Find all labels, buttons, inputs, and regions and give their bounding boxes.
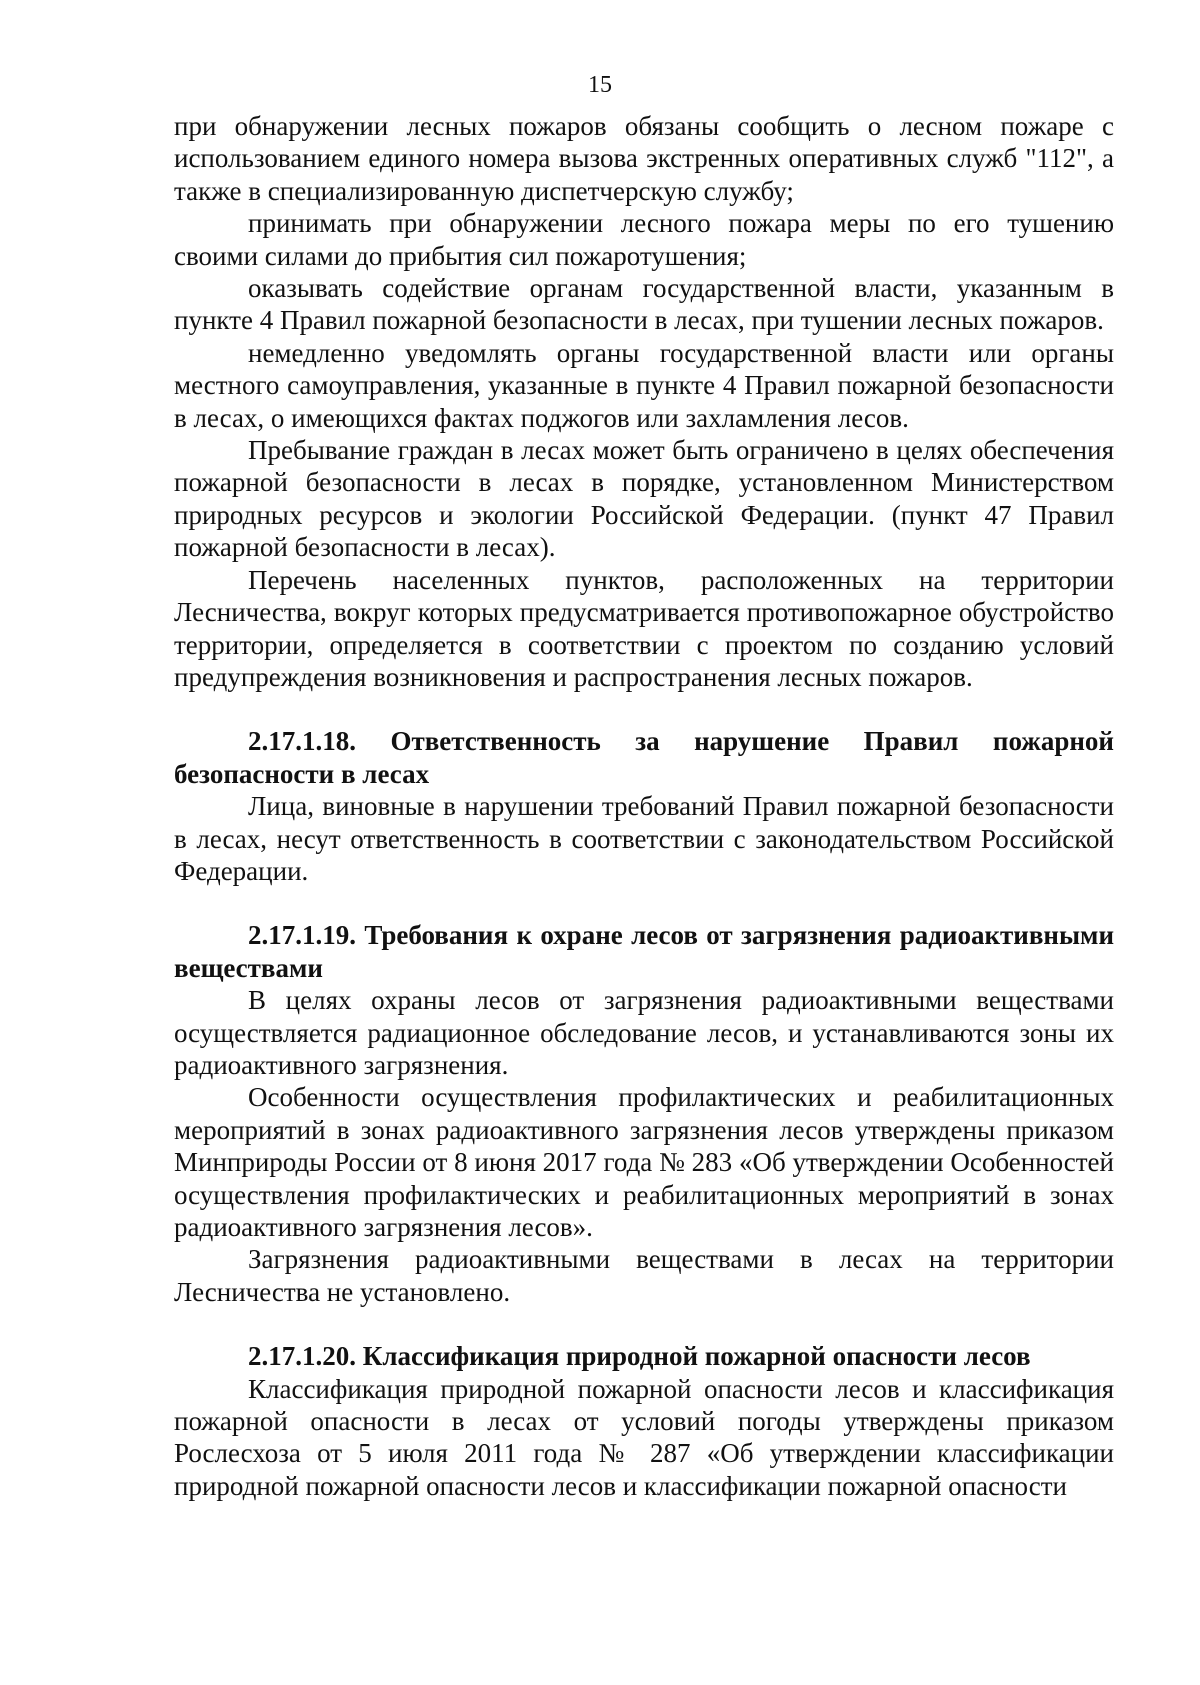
- paragraph: Пребывание граждан в лесах может быть ограничено в целях обеспечения пожарной безопасности в лесах в порядке, установленном Министерством природных ресурсов и экологии Российской Федерации. (пункт 47 Правил пожарной безопасности в лесах).: [174, 435, 1114, 563]
- paragraph: Загрязнения радиоактивными веществами в лесах на территории Лесничества не установлено.: [174, 1244, 1114, 1307]
- paragraph: немедленно уведомлять органы государственной власти или органы местного самоуправления, указанные в пункте 4 Правил пожарной безопасности в лесах, о имеющихся фактах поджогов или захламления лесов.: [174, 337, 1114, 433]
- paragraph: В целях охраны лесов от загрязнения радиоактивными веществами осуществляется радиационное обследование лесов, и устанавливаются зоны их радиоактивного загрязнения.: [174, 985, 1114, 1080]
- section-heading: 2.17.1.19. Требования к охране лесов от загрязнения радиоактивными веществами: [174, 920, 1114, 983]
- section-heading: 2.17.1.18. Ответственность за нарушение Правил пожарной безопасности в лесах: [174, 726, 1114, 789]
- paragraph: Лица, виновные в нарушении требований Правил пожарной безопасности в лесах, несут ответственность в соответствии с законодательством Российской Федерации.: [174, 791, 1114, 886]
- paragraph: принимать при обнаружении лесного пожара меры по его тушению своими силами до прибытия сил пожаротушения;: [174, 208, 1114, 271]
- document-body: [174, 110, 1114, 1502]
- paragraph: Перечень населенных пунктов, расположенных на территории Лесничества, вокруг которых предусматривается противопожарное обустройство территории, определяется в соответствии с проектом по созданию условий предупреждения возникновения и распространения лесных пожаров.: [174, 564, 1114, 692]
- paragraph: оказывать содействие органам государственной власти, указанным в пункте 4 Правил пожарной безопасности в лесах, при тушении лесных пожаров.: [174, 273, 1114, 336]
- paragraph: Особенности осуществления профилактических и реабилитационных мероприятий в зонах радиоактивного загрязнения лесов утверждены приказом Минприроды России от 8 июня 2017 года № 283 «Об утверждении Особенностей осуществления профилактических и реабилитационных мероприятий в зонах радиоактивного загрязнения лесов».: [174, 1082, 1114, 1242]
- page-number: 15: [588, 72, 612, 98]
- paragraph: Классификация природной пожарной опасности лесов и классификация пожарной опасности в лесах от условий погоды утверждены приказом Рослесхоза от 5 июля 2011 года № 287 «Об утверждении классификации природной пожарной опасности лесов и классификации пожарной опасности: [174, 1373, 1114, 1501]
- paragraph: при обнаружении лесных пожаров обязаны сообщить о лесном пожаре с использованием единого номера вызова экстренных оперативных служб "112", а также в специализированную диспетчерскую службу;: [174, 111, 1114, 206]
- section-heading: 2.17.1.20. Классификация природной пожарной опасности лесов: [248, 1341, 1031, 1372]
